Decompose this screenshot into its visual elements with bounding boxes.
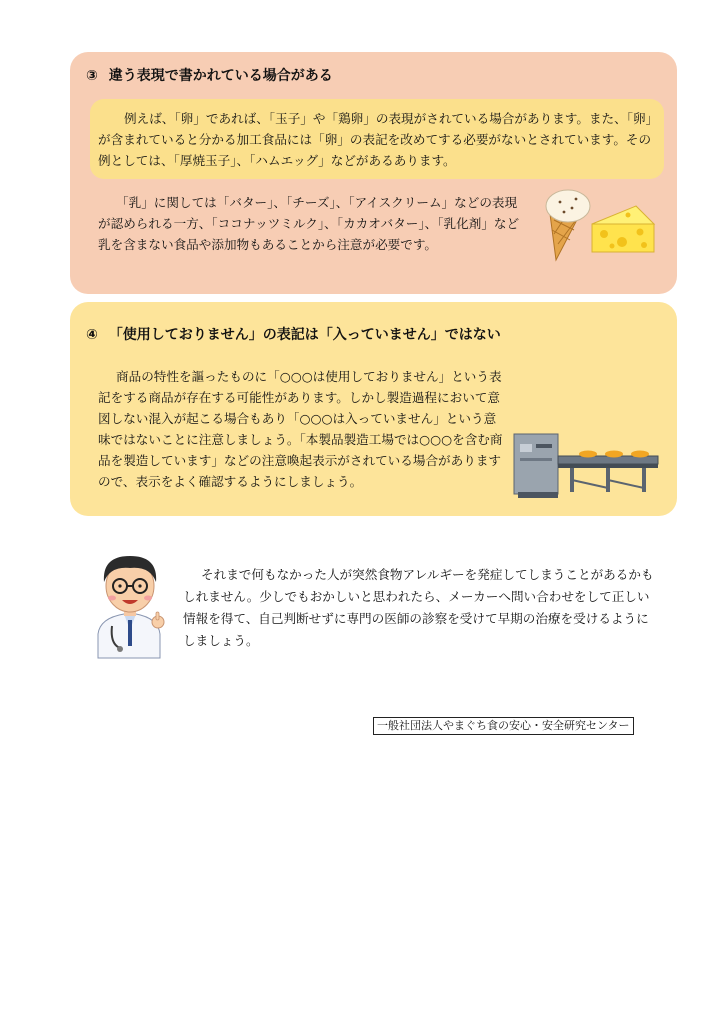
section-3-number: ③: [86, 68, 98, 84]
cheese-illustration: [588, 202, 658, 258]
section-3-body-text: 「乳」に関しては「バター」、「チーズ」、「アイスクリーム」などの表現が認められる一方、「ココナッツミルク」、「カカオバター」、「乳化剤」など乳を含まない食品や添加物もあることから注意が必要です。: [98, 195, 520, 252]
section-3-title: 違う表現で書かれている場合がある: [108, 68, 333, 84]
section-4-title: 「使用しておりません」の表記は「入っていません」ではない: [108, 327, 501, 343]
doctor-illustration: [88, 548, 172, 660]
section-4-body-text: 商品の特性を謳ったものに「○○○は使用しておりません」という表記をする商品が存在する可能性があります。しかし製造過程において意図しない混入が起こる場合もあり「○○○は入っていません」という意味ではないことに注意しましょう。「本製品製造工場では○○○を含む商品を製造しています」などの注意喚起表示がされている場合がありますので、表示をよく確認するようにしましょう。: [98, 369, 503, 489]
machine-float-spacer-top: [508, 366, 658, 412]
section-3-highlight-text: 例えば、「卵」であれば、「玉子」や「鶏卵」の表現がされている場合があります。また、「卵」が含まれていると分かる加工食品には「卵」の表記を改めてする必要がないとされています。その例としては、「厚焼玉子」、「ハムエッグ」などがあるあります。: [98, 111, 652, 168]
doctor-note-text: それまで何もなかった人が突然食物アレルギーを発症してしまうことがあるかもしれません。少しでもおかしいと思われたら、メーカーへ問い合わせをして正しい情報を得て、自己判断せずに専門の医師の診察を受けて早期の治療を受けるようにしましょう。: [183, 567, 654, 648]
section-4-number: ④: [86, 327, 98, 343]
organization-footer: 一般社団法人やまぐち食の安心・安全研究センター: [373, 717, 634, 735]
section-4-heading: [86, 324, 501, 344]
section-3-heading: [86, 65, 333, 85]
factory-conveyor-illustration: [510, 430, 662, 500]
